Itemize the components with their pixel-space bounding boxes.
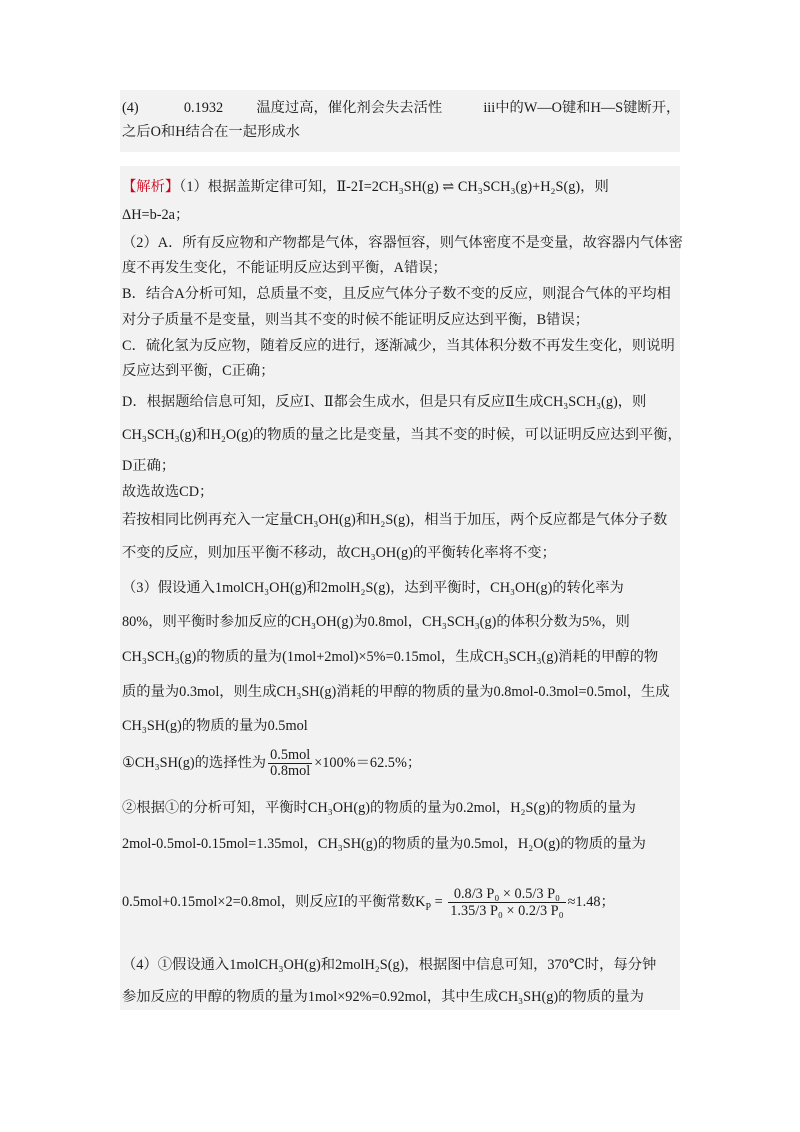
- selectivity-numerator: 0.5mol: [270, 747, 311, 764]
- answer-reason: 温度过高，催化剂会失去活性: [256, 100, 443, 116]
- analysis-line-8c: CH₃SCH₃(g)的物质的量为(1mol+2mol)×5%=0.15mol，生成CH₃SCH₃(g)消耗的甲醇的物: [122, 649, 659, 665]
- analysis-line-1a: [122, 177, 682, 197]
- answer-line-1: [122, 98, 682, 118]
- analysis-line-10b: 2mol-0.5mol-0.15mol=1.35mol，CH₃SH(g)的物质的量为0.5mol，H₂O(g)的物质的量为: [122, 836, 646, 852]
- analysis-line-4b: 反应达到平衡，C正确；: [122, 363, 275, 379]
- analysis-line-9: [122, 746, 682, 780]
- analysis-line-7b: 不变的反应，则加压平衡不移动，故CH₃OH(g)的平衡转化率将不变；: [122, 545, 556, 561]
- selectivity-result: ×100%＝62.5%；: [314, 755, 422, 771]
- analysis-line-8e: CH₃SH(g)的物质的量为0.5mol: [122, 718, 308, 734]
- kp-numerator: 0.8/3 P₀ × 0.5/3 P₀: [448, 886, 565, 903]
- analysis-tag: 【解析】: [122, 179, 180, 195]
- analysis-line-8b: 80%，则平衡时参加反应的CH₃OH(g)为0.8mol，CH₃SCH₃(g)的体积分数为5%，则: [122, 614, 630, 630]
- analysis-line-10a: ②根据①的分析可知，平衡时CH₃OH(g)的物质的量为0.2mol，H₂S(g)的物质的量为: [122, 800, 636, 816]
- analysis-line-6: 故选故选CD；: [122, 484, 214, 500]
- kp-intro: 0.5mol+0.15mol×2=0.8mol，则反应Ⅰ的平衡常数K: [122, 894, 426, 910]
- kp-subscript: P: [425, 901, 432, 913]
- analysis-line-11a: （4）①假设通入1molCH₃OH(g)和2molH₂S(g)，根据图中信息可知，370℃时，每分钟: [122, 957, 657, 973]
- analysis-line-2b: 度不再发生变化，不能证明反应达到平衡，A错误；: [122, 260, 447, 276]
- selectivity-label: ①CH₃SH(g)的选择性为: [122, 755, 267, 771]
- kp-fraction: [448, 886, 565, 919]
- analysis-line-5a: D．根据题给信息可知，反应Ⅰ、Ⅱ都会生成水，但是只有反应Ⅱ生成CH₃SCH₃(g)，则: [122, 394, 647, 410]
- answer-number: (4): [122, 100, 139, 116]
- analysis-line-3b: 对分子质量不是变量，则当其不变的时候不能证明反应达到平衡，B错误；: [122, 312, 590, 328]
- analysis-line-3a: B．结合A分析可知，总质量不变，且反应气体分子数不变的反应，则混合气体的平均相: [122, 286, 671, 302]
- analysis-line-7a: 若按相同比例再充入一定量CH₃OH(g)和H₂S(g)，相当于加压，两个反应都是气体分子数: [122, 512, 668, 528]
- answer-mechanism-1: iii中的W—O键和H—S键断开，: [483, 100, 681, 116]
- p1a-text: （1）根据盖斯定律可知，Ⅱ-2Ⅰ=2CH₃SH(g) ⇌ CH₃SCH₃(g)+H₂S(g)，则: [179, 179, 609, 195]
- analysis-line-11b: 参加反应的甲醇的物质的量为1mol×92%=0.92mol，其中生成CH₃SH(g)的物质的量为: [122, 989, 644, 1005]
- analysis-line-10c: 0.5mol+0.15mol×2=0.8mol，则反应Ⅰ的平衡常数$K_P$ = $\frac{\text{0.8/3 P₀ × 0.5/3 P₀}}{\text{1.35/3 P₀ × 0.2/3 P₀}}$ ≈1.48；: [122, 886, 615, 920]
- analysis-line-8a: （3）假设通入1molCH₃OH(g)和2molH₂S(g)，达到平衡时，CH₃OH(g)的转化率为: [122, 580, 624, 596]
- selectivity-denominator: 0.8mol: [270, 763, 311, 780]
- analysis-line-5b: CH₃SCH₃(g)和H₂O(g)的物质的量之比是变量，当其不变的时候，可以证明反应达到平衡，: [122, 427, 682, 443]
- answer-value: 0.1932: [183, 100, 224, 116]
- answer-mechanism-2: 之后O和H结合在一起形成水: [122, 124, 300, 140]
- analysis-line-2a: （2）A．所有反应物和产物都是气体，容器恒容，则气体密度不是变量，故容器内气体密: [122, 235, 683, 251]
- analysis-line-5c: D正确；: [122, 458, 176, 474]
- analysis-line-4a: C．硫化氢为反应物，随着反应的进行，逐渐减少，当其体积分数不再发生变化，则说明: [122, 338, 675, 354]
- kp-result: ≈1.48；: [567, 894, 615, 910]
- selectivity-fraction: [268, 748, 312, 779]
- kp-denominator: 1.35/3 P₀ × 0.2/3 P₀: [450, 903, 564, 920]
- analysis-line-1b: ΔH=b-2a；: [122, 207, 190, 223]
- analysis-line-8d: 质的量为0.3mol，则生成CH₃SH(g)消耗的甲醇的物质的量为0.8mol-0.3mol=0.5mol，生成: [122, 684, 670, 700]
